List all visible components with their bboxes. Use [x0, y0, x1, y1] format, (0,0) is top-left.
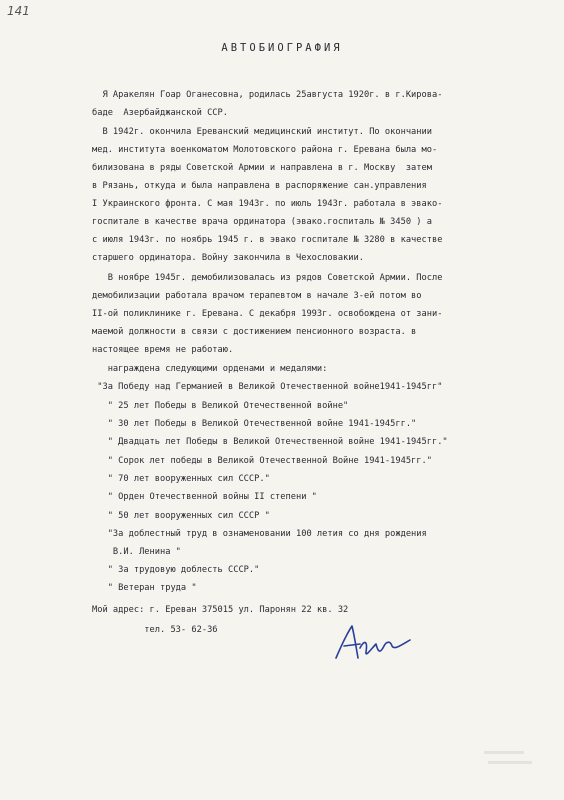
award-line: " 70 лет вооруженных сил СССР." — [92, 474, 270, 484]
document-title: АВТОБИОГРАФИЯ — [221, 42, 343, 54]
award-line: " Сорок лет победы в Великой Отечественной Войне 1941-1945гг." — [92, 456, 432, 466]
award-line: В.И. Ленина " — [92, 547, 181, 557]
faint-bleed-through-marks — [480, 745, 540, 775]
body-line: награждена следующими орденами и медалями: — [92, 364, 328, 374]
body-line: I Украинского фронта. С мая 1943г. по июль 1943г. работала в эвако- — [92, 199, 443, 209]
award-line: " 30 лет Победы в Великой Отечественной войне 1941-1945гг." — [92, 419, 417, 429]
body-line: бадe Азербайджанской ССР. — [92, 108, 228, 118]
page-number: 141 — [7, 4, 30, 18]
phone-line: тел. 53- 62-36 — [92, 625, 218, 635]
body-line: II-ой поликлинике г. Еревана. С декабря 1993г. освобождена от зани- — [92, 309, 443, 319]
body-line: маемой должности в связи с достижением пенсионного возраста. в — [92, 327, 417, 337]
body-line: В ноябре 1945г. демобилизовалась из рядов Советской Армии. После — [92, 273, 443, 283]
award-line: "За доблестный труд в ознаменовании 100 летия со дня рождения — [92, 529, 427, 539]
award-line: " 50 лет вооруженных сил СССР " — [92, 511, 270, 521]
body-line: старшего ординатора. Войну закончила в Чехословакии. — [92, 253, 364, 263]
body-line: билизована в ряды Советской Армии и направлена в г. Москву затем — [92, 163, 432, 173]
award-line: " Ветеран труда " — [92, 583, 197, 593]
body-line: демобилизации работала врачом терапевтом в начале 3-ей потом во — [92, 291, 422, 301]
body-line: настоящее время не работаю. — [92, 345, 234, 355]
address-line: Мой адрес: г. Ереван 375015 ул. Паронян 22 кв. 32 — [92, 605, 349, 615]
handwritten-signature — [330, 618, 416, 668]
award-line: "За Победу над Германией в Великой Отечественной войне1941-1945гг" — [92, 382, 443, 392]
body-line: госпитале в качестве врача ординатора (эвако.госпиталь № 3450 ) а — [92, 217, 432, 227]
award-line: " Двадцать лет Победы в Великой Отечественной войне 1941-1945гг." — [92, 437, 448, 447]
body-line: с июля 1943г. по ноябрь 1945 г. в эвако госпитале № 3280 в качестве — [92, 235, 443, 245]
award-line: " За трудовую доблесть СССР." — [92, 565, 260, 575]
award-line: " 25 лет Победы в Великой Отечественной войне" — [92, 401, 349, 411]
body-line: мед. института военкоматом Молотовского района г. Еревана была мо- — [92, 145, 438, 155]
body-line: в Рязань, откуда и была направлена в распоряжение сан.управления — [92, 181, 427, 191]
body-line: В 1942г. окончила Ереванский медицинский институт. По окончании — [92, 127, 432, 137]
award-line: " Орден Отечественной войны II степени " — [92, 492, 317, 502]
body-line: Я Аракелян Гоар Оганесовна, родилась 25августа 1920г. в г.Кирова- — [92, 90, 443, 100]
